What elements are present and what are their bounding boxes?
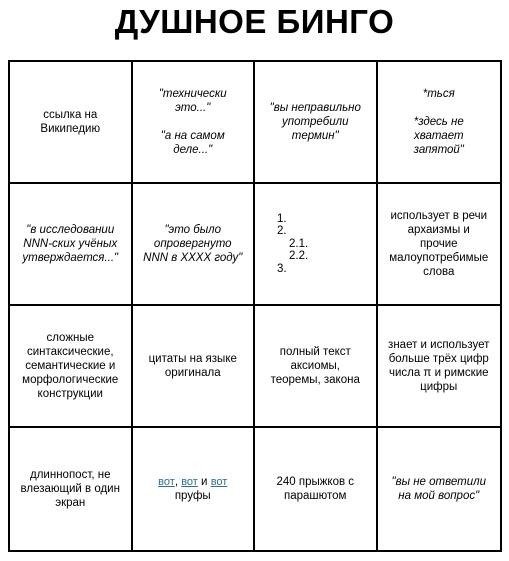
cell-text: "технически это..." bbox=[158, 88, 227, 114]
bingo-cell-8 bbox=[378, 184, 501, 306]
page-title: ДУШНОЕ БИНГО bbox=[114, 3, 395, 40]
list-item: 3. bbox=[277, 262, 287, 275]
bingo-cell-13 bbox=[10, 428, 133, 550]
bingo-cell-7 bbox=[255, 184, 378, 306]
numbered-list bbox=[277, 213, 308, 276]
cell-text: *ться bbox=[422, 88, 455, 100]
bingo-cell-6 bbox=[133, 184, 256, 306]
cell-text: "а на самом деле..." bbox=[160, 130, 225, 156]
list-item: 2. bbox=[277, 225, 287, 238]
bingo-cell-3 bbox=[255, 62, 378, 184]
proof-link-1[interactable]: вот bbox=[158, 476, 175, 488]
cell-text: пруфы bbox=[174, 490, 211, 502]
bingo-cell-11 bbox=[255, 306, 378, 428]
cell-text: "вы неправильно употребили термин" bbox=[269, 102, 361, 142]
cell-text: *здесь не хватает запятой" bbox=[413, 116, 464, 156]
cell-text: полный текст аксиомы, теоремы, закона bbox=[270, 346, 360, 386]
bingo-cell-10 bbox=[133, 306, 256, 428]
list-item: 2.1. bbox=[289, 237, 309, 250]
cell-text: "вы не ответили на мой вопрос" bbox=[391, 476, 486, 502]
bingo-cell-5 bbox=[10, 184, 133, 306]
list-item: 2.2. bbox=[289, 250, 309, 263]
cell-text: "это было опровергнуто NNN в XXXX году" bbox=[143, 224, 243, 264]
cell-text: знает и использует больше трёх цифр числа π и римские цифры bbox=[388, 339, 490, 393]
bingo-cell-15 bbox=[255, 428, 378, 550]
cell-text: "в исследовании NNN-ских учёных утверждается..." bbox=[22, 224, 119, 264]
bingo-cell-14: вот, вот и вот пруфы bbox=[133, 428, 256, 550]
bingo-cell-2 bbox=[133, 62, 256, 184]
bingo-cell-4 bbox=[378, 62, 501, 184]
cell-text: и bbox=[201, 476, 208, 488]
bingo-cell-16 bbox=[378, 428, 501, 550]
cell-text: длиннопост, не влезающий в один экран bbox=[20, 469, 120, 509]
proof-link-2[interactable]: вот bbox=[181, 476, 198, 488]
bingo-cell-12 bbox=[378, 306, 501, 428]
cell-text: 240 прыжков с парашютом bbox=[276, 476, 355, 502]
cell-text: ссылка на Википедию bbox=[40, 109, 101, 135]
cell-text: использует в речи архаизмы и прочие малоупотребимые слова bbox=[389, 210, 489, 278]
proof-link-3[interactable]: вот bbox=[210, 476, 228, 488]
cell-text: цитаты на языке оригинала bbox=[148, 353, 237, 379]
bingo-cell-1 bbox=[10, 62, 133, 184]
bingo-cell-9 bbox=[10, 306, 133, 428]
bingo-grid bbox=[8, 60, 502, 552]
list-item: 1. bbox=[277, 212, 287, 225]
cell-text: сложные синтаксические, семантические и морфологические конструкции bbox=[22, 332, 119, 400]
